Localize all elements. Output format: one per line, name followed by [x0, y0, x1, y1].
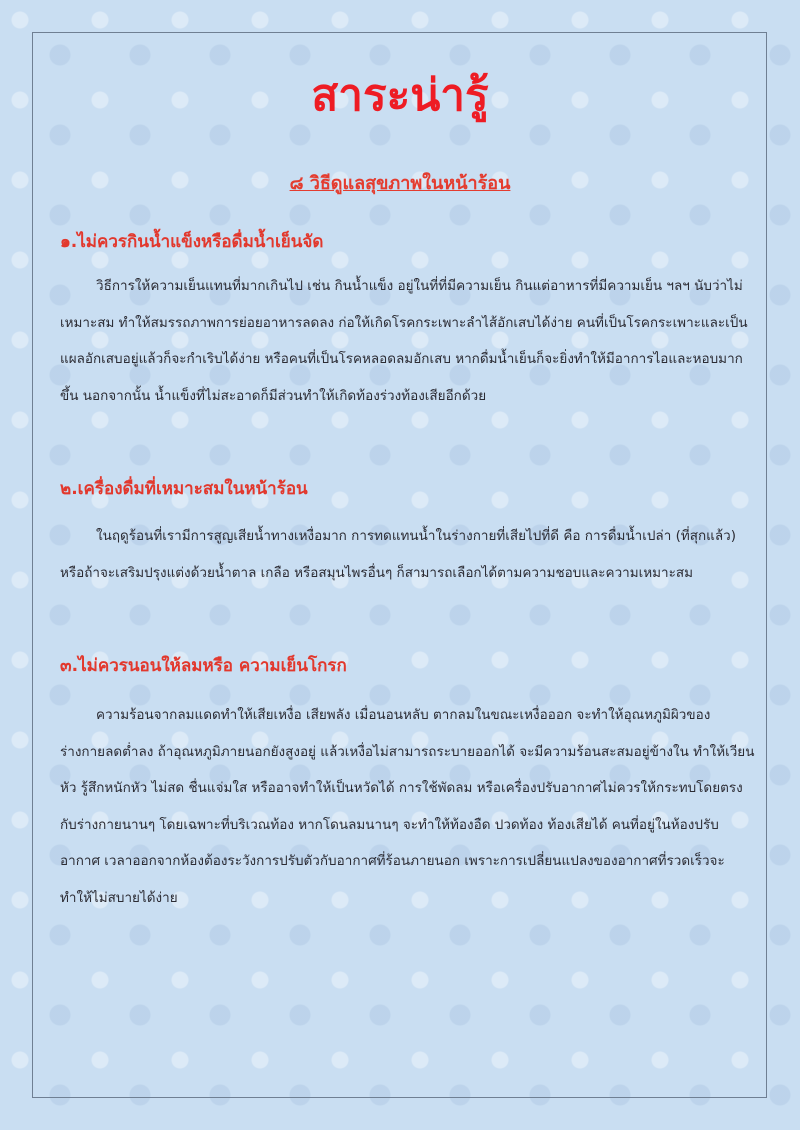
article-subtitle: ๘ วิธีดูแลสุขภาพในหน้าร้อน — [289, 173, 511, 194]
page-title: สาระน่ารู้ — [311, 70, 489, 121]
section-heading-3: ๓.ไม่ควรนอนให้ลมหรือ ความเย็นโกรก — [60, 656, 347, 676]
section-heading-1: ๑.ไม่ควรกินน้ำแข็งหรือดื่มน้ำเย็นจัด — [60, 232, 324, 252]
section-heading-2: ๒.เครื่องดื่มที่เหมาะสมในหน้าร้อน — [60, 479, 308, 499]
section-body-2: ในฤดูร้อนที่เรามีการสูญเสียน้ำทางเหงื่อมาก การทดแทนน้ำในร่างกายที่เสียไปที่ดี คือ การดื่มน้ำเปล่า (ที่สุกแล้ว) หรือถ้าจะเสริมปรุงแต่งด้วยน้ำตาล เกลือ หรือสมุนไพรอื่นๆ ก็สามารถเลือกได้ตามความชอบและความเหมาะสม — [60, 528, 736, 581]
section-body-3: ความร้อนจากลมแดดทำให้เสียเหงื่อ เสียพลัง เมื่อนอนหลับ ตากลมในขณะเหงื่อออก จะทำให้อุณหภูมิผิวของร่างกายลดต่ำลง ถ้าอุณหภูมิภายนอกยังสูงอยู่ แล้วเหงื่อไม่สามารถระบายออกได้ จะมีความร้อนสะสมอยู่ข้างใน ทำให้เวียนหัว รู้สึกหนักหัว ไม่สด ชื่นแจ่มใส หรืออาจทำให้เป็นหวัดได้ การใช้พัดลม หรือเครื่องปรับอากาศไม่ควรให้กระทบโดยตรงกับร่างกายนานๆ โดยเฉพาะที่บริเวณท้อง หากโดนลมนานๆ จะทำให้ท้องอืด ปวดท้อง ท้องเสียได้ คนที่อยู่ในห้องปรับอากาศ เวลาออกจากห้องต้องระวังการปรับตัวกับอากาศที่ร้อนภายนอก เพราะการเปลี่ยนแปลงของอากาศที่รวดเร็วจะทำให้ไม่สบายได้ง่าย — [60, 707, 755, 906]
section-body-1: วิธีการให้ความเย็นแทนที่มากเกินไป เช่น กินน้ำแข็ง อยู่ในที่ที่มีความเย็น กินแต่อาหารที่มีความเย็น ฯลฯ นับว่าไม่เหมาะสม ทำให้สมรรถภาพการย่อยอาหารลดลง ก่อให้เกิดโรคกระเพาะลำไส้อักเสบได้ง่าย คนที่เป็นโรคกระเพาะและเป็นแผลอักเสบอยู่แล้วก็จะกำเริบได้ง่าย หรือคนที่เป็นโรคหลอดลมอักเสบ หากดื่มน้ำเย็นก็จะยิ่งทำให้มีอาการไอและหอบมากขึ้น นอกจากนั้น น้ำแข็งที่ไม่สะอาดก็มีส่วนทำให้เกิดท้องร่วงท้องเสียอีกด้วย — [60, 278, 748, 404]
